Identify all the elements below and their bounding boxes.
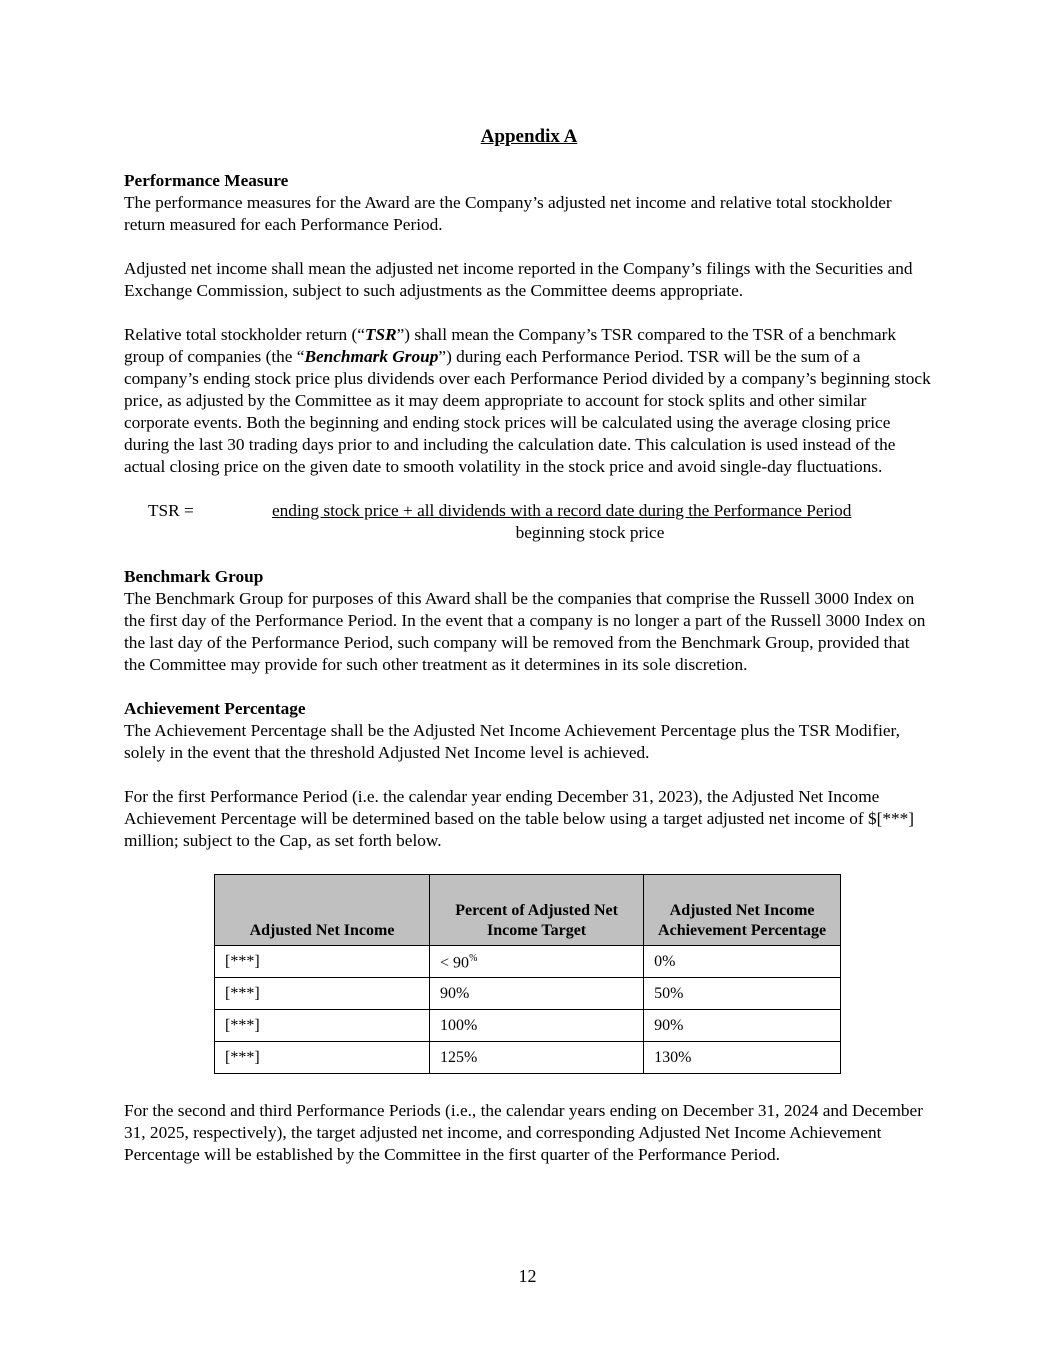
achievement-paragraph: The Achievement Percentage shall be the Adjusted Net Income Achievement Percentage plus the TSR Modifier, solely in the event that the threshold Adjusted Net Income level is achieved. (124, 721, 900, 762)
first-period-paragraph: For the first Performance Period (i.e. the calendar year ending December 31, 2023), the Adjusted Net Income Achievement Percentage will be determined based on the table below using a target adjusted net income of $[***] million; subject to the Cap, as set forth below. (124, 787, 915, 850)
formula-lhs: TSR = (148, 501, 194, 520)
lt-percent: % (469, 953, 478, 965)
table-row (215, 978, 841, 1010)
adjusted-net-income-paragraph: Adjusted net income shall mean the adjusted net income reported in the Company’s filings with the Securities and Exchange Commission, subject to such adjustments as the Committee deems appropriate. (124, 259, 913, 300)
later-periods-paragraph: For the second and third Performance Periods (i.e., the calendar years ending on December 31, 2024 and December 31, 2025, respectively), the target adjusted net income, and corresponding Adjusted Net Income Achievement Percentage will be established by the Committee in the first quarter of the Performance Period. (124, 1101, 923, 1164)
table-cell: 50% (644, 978, 841, 1010)
table-cell: 90% (430, 978, 644, 1010)
formula-numerator: ending stock price + all dividends with a record date during the Performance Period (272, 501, 852, 520)
benchmark-group-paragraph: The Benchmark Group for purposes of this Award shall be the companies that comprise the Russell 3000 Index on the first day of the Performance Period. In the event that a company is no longer a part of the Russell 3000 Index on the last day of the Performance Period, such company will be removed from the Benchmark Group, provided that the Committee may provide for such other treatment as it determines in its sole discretion. (124, 589, 926, 674)
table-cell: [***] (215, 946, 430, 978)
table-cell (430, 946, 644, 978)
table-cell: 130% (644, 1042, 841, 1074)
lt-value: < 90 (440, 954, 470, 972)
table-cell: 0% (644, 946, 841, 978)
tsr-text-a: Relative total stockholder return (“ (124, 325, 365, 344)
formula-denominator: beginning stock price (515, 523, 665, 542)
table-cell: [***] (215, 978, 430, 1010)
tsr-formula (124, 500, 934, 544)
tsr-term: TSR (364, 325, 397, 344)
benchmark-group-term: Benchmark Group (304, 347, 439, 366)
table-row (215, 1042, 841, 1074)
achievement-table (214, 874, 841, 1074)
table-row (215, 946, 841, 978)
table-cell: 90% (644, 1010, 841, 1042)
table-header: Percent of Adjusted Net Income Target (430, 875, 644, 946)
document-page (124, 124, 934, 1188)
tsr-text-c: ”) during each Performance Period. TSR will be the sum of a company’s ending stock price plus dividends over each Performance Period divided by a company’s beginning stock price, as adjusted by the Committee as it may deem appropriate to account for stock splits and other similar corporate events. Both the beginning and ending stock prices will be calculated using the average closing price during the last 30 trading days prior to and including the calculation date. This calculation is used instead of the actual closing price on the given date to smooth volatility in the stock price and avoid single-day fluctuations. (124, 347, 931, 476)
table-header: Adjusted Net Income Achievement Percentage (644, 875, 841, 946)
performance-measure-heading: Performance Measure (124, 171, 289, 190)
table-cell: 100% (430, 1010, 644, 1042)
achievement-heading: Achievement Percentage (124, 699, 306, 718)
table-header-row (215, 875, 841, 946)
tsr-definition-paragraph (124, 324, 934, 478)
table-cell: 125% (430, 1042, 644, 1074)
table-cell: [***] (215, 1010, 430, 1042)
table-header: Adjusted Net Income (215, 875, 430, 946)
tsr-text-b: ”) shall mean the Company’s TSR compared to the TSR of a benchmark group of companies (the “ (124, 325, 897, 366)
page-title: Appendix A (480, 126, 578, 147)
benchmark-group-heading: Benchmark Group (124, 567, 264, 586)
table-cell: [***] (215, 1042, 430, 1074)
page-number: 12 (518, 1266, 537, 1286)
table-row (215, 1010, 841, 1042)
performance-measure-paragraph: The performance measures for the Award are the Company’s adjusted net income and relative total stockholder return measured for each Performance Period. (124, 193, 892, 234)
